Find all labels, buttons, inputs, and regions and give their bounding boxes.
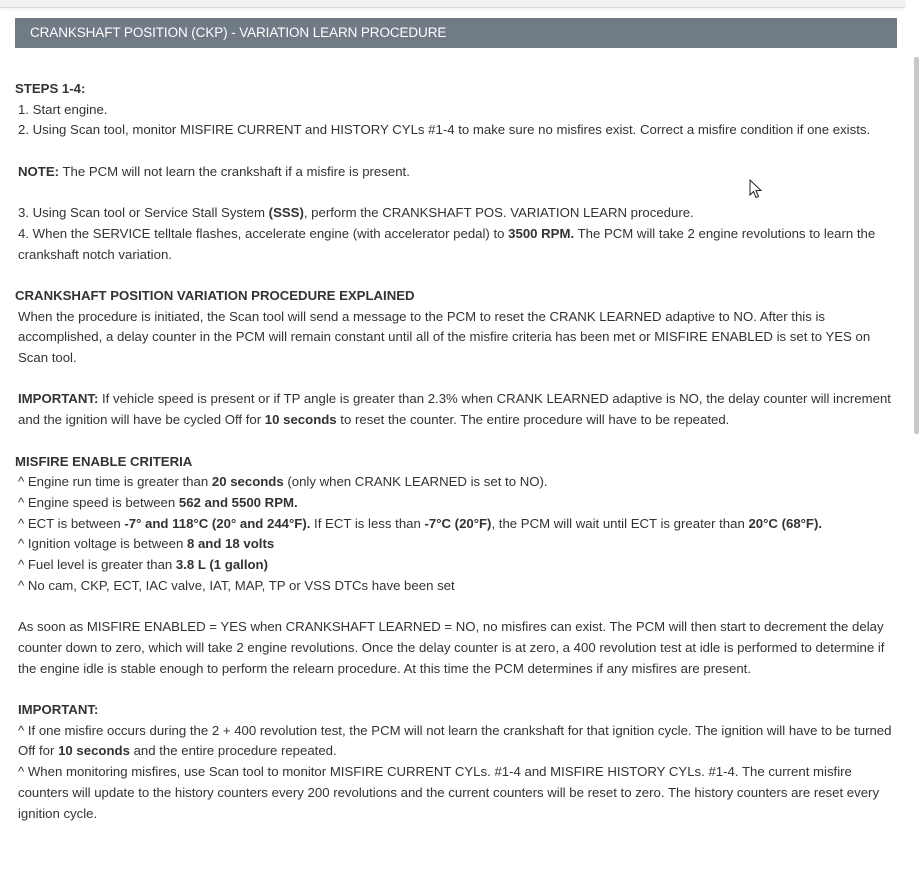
important-heading: IMPORTANT: — [18, 701, 99, 717]
criteria-text: If ECT is less than — [310, 515, 425, 531]
criteria-text: , the PCM will wait until ECT is greater than — [491, 515, 749, 531]
explained-heading: CRANKSHAFT POSITION VARIATION PROCEDURE EXPLAINED — [15, 287, 415, 303]
criteria-text: ^ Engine speed is between — [18, 494, 179, 510]
criteria-value: 8 and 18 volts — [186, 536, 275, 552]
scrollbar-thumb[interactable] — [914, 57, 919, 434]
steps-heading: STEPS 1-4: — [15, 81, 86, 96]
criteria-value: 562 and 5500 RPM. — [178, 494, 298, 510]
important-text-end: to reset the counter. The entire procedure will have to be repeated. — [336, 412, 730, 428]
important-duration: 10 seconds — [58, 743, 130, 759]
scrollbar[interactable] — [912, 0, 919, 870]
step-1: 1. Start engine. — [18, 101, 108, 117]
section-header — [15, 18, 897, 48]
criteria-value: 20 seconds — [211, 474, 284, 490]
criteria-item — [15, 493, 893, 514]
criteria-text: ^ ECT is between — [18, 515, 125, 531]
step-4 — [15, 224, 893, 265]
step-4-text: 4. When the SERVICE telltale flashes, accelerate engine (with accelerator pedal) to — [18, 225, 509, 241]
criteria-heading: MISFIRE ENABLE CRITERIA — [15, 453, 193, 469]
note-label: NOTE: — [18, 163, 60, 179]
criteria-value: 20°C (68°F). — [748, 515, 823, 531]
criteria-item — [15, 555, 893, 576]
criteria-item — [15, 472, 893, 493]
step-3-text-end: , perform the CRANKSHAFT POS. VARIATION LEARN procedure. — [303, 205, 694, 221]
explained-text: When the procedure is initiated, the Scan tool will send a message to the PCM to reset the CRANK LEARNED adaptive to NO. After this is accomplished, a delay counter in the PCM will remain constant until all of the misfire criteria has been met or MISFIRE ENABLED is set to YES on Scan tool. — [18, 308, 871, 366]
step-2: 2. Using Scan tool, monitor MISFIRE CURRENT and HISTORY CYLs #1-4 to make sure no misfires exist. Correct a misfire condition if one exists. — [18, 122, 871, 138]
criteria-text: ^ Engine run time is greater than — [18, 474, 212, 490]
top-toolbar-edge — [0, 0, 905, 8]
mouse-pointer-icon — [749, 179, 763, 200]
important-text-end: and the entire procedure repeated. — [129, 743, 337, 759]
criteria-item — [15, 514, 893, 535]
important-label: IMPORTANT: — [18, 391, 99, 407]
important-item — [15, 721, 893, 762]
criteria-value: 3.8 L (1 gallon) — [175, 557, 269, 573]
criteria-value: -7° and 118°C (20° and 244°F). — [124, 515, 311, 531]
step-4-rpm: 3500 RPM. — [508, 225, 575, 241]
section-title: CRANKSHAFT POSITION (CKP) - VARIATION LEARN PROCEDURE — [30, 25, 447, 40]
step-3-sss: (SSS) — [268, 205, 304, 221]
step-3 — [15, 203, 893, 224]
step-4-text-end: The PCM will take 2 engine revolutions to learn the crankshaft notch variation. — [18, 225, 876, 262]
important-item: ^ When monitoring misfires, use Scan tool to monitor MISFIRE CURRENT CYLs. #1-4 and MISFIRE HISTORY CYLs. #1-4. The current misfire counters will update to the history counters every 200 revolutions and the current counters will be reset to zero. The history counters are reset every ignition cycle. — [18, 764, 880, 821]
criteria-summary: As soon as MISFIRE ENABLED = YES when CRANKSHAFT LEARNED = NO, no misfires can exist. The PCM will then start to decrement the delay counter down to zero, which will take 2 engine revolutions. Once the delay counter is at zero, a 400 revolution test at idle is performed to determine if the engine idle is stable enough to perform the relearn procedure. At this time the PCM determines if any misfires are present. — [18, 619, 885, 676]
criteria-value: -7°C (20°F) — [424, 515, 492, 531]
criteria-text: ^ Fuel level is greater than — [18, 557, 176, 573]
criteria-text: (only when CRANK LEARNED is set to NO). — [283, 474, 548, 490]
criteria-item — [15, 534, 893, 555]
important-note-1 — [15, 389, 893, 430]
note-text: The PCM will not learn the crankshaft if a misfire is present. — [59, 163, 410, 179]
criteria-item: ^ No cam, CKP, ECT, IAC valve, IAT, MAP, TP or VSS DTCs have been set — [18, 577, 455, 593]
important-text: ^ If one misfire occurs during the 2 + 400 revolution test, the PCM will not learn the crankshaft for that ignition cycle. The ignition will have to be turned Off for — [18, 722, 892, 759]
important-text: If vehicle speed is present or if TP angle is greater than 2.3% when CRANK LEARNED adaptive is NO, the delay counter will increment and the ignition will have be cycled Off for — [18, 391, 891, 428]
criteria-text: ^ Ignition voltage is between — [18, 536, 187, 552]
step-3-text: 3. Using Scan tool or Service Stall System — [18, 205, 269, 221]
important-duration: 10 seconds — [264, 412, 337, 428]
